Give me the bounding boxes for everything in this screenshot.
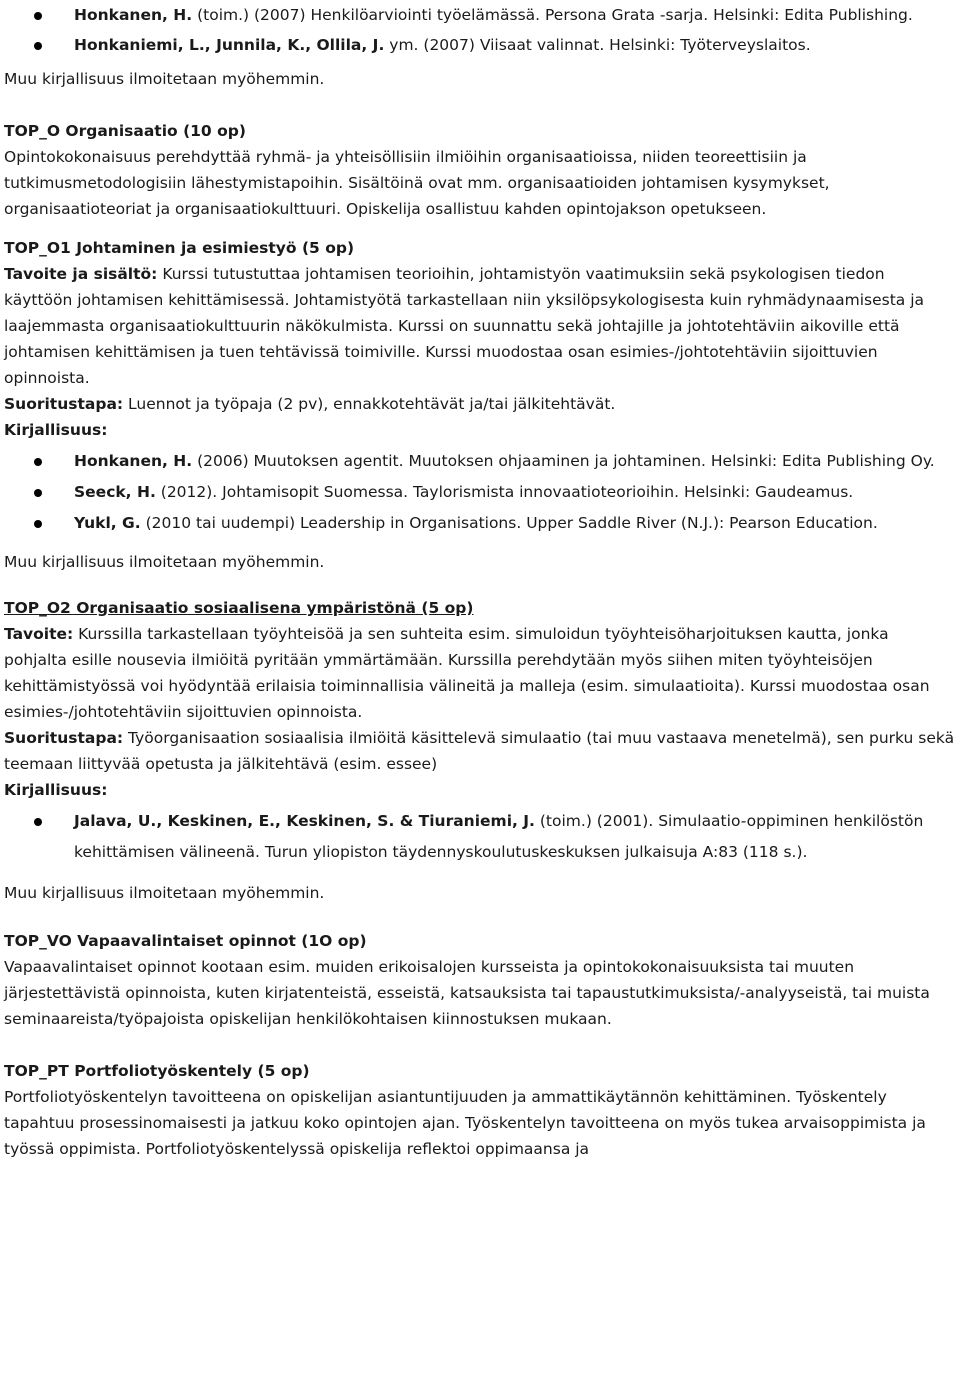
bullet-icon (34, 12, 42, 20)
bullet-icon (34, 818, 42, 826)
method-label: Suoritustapa: (4, 729, 124, 747)
method-paragraph (4, 391, 956, 417)
section-body-top-pt: Portfoliotyöskentelyn tavoitteena on opiskelijan asiantuntijuuden ja ammattikäytännön kehittäminen. Työskentely tapahtuu prosessinomaisesti ja jatkuu koko opintojen ajan. Työskentelyn tavoitteena on myös tukea arvaisoppimista ja työssä oppimista. Portfoliotyöskentelyssä opiskelija reflektoi oppimaansa ja (4, 1088, 926, 1158)
goal-text: Kurssilla tarkastellaan työyhteisöä ja sen suhteita esim. simuloidun työyhteisöharjoituksen kautta, jonka pohjalta esille nousevia ilmiöitä pyritään ymmärtämään. Kurssilla perehdytään myös siihen miten työyhteisöjen kehittämistyössä voi hyödyntää erilaisia toiminnallisia välineitä ja malleja (esim. simulaatioita). Kurssi muodostaa osan esimies-/johtotehtäviin sijoittuvien opinnoista. (4, 625, 930, 721)
section-body-top-vo: Vapaavalintaiset opinnot kootaan esim. muiden erikoisalojen kursseista ja opintokokonaisuuksista tai muuten järjestettävistä opinnoista, kuten kirjatenteistä, esseistä, katsauksista tai tapaustutkimuksista/-analyyseistä, tai muista seminaareista/työpajoista opiskelijan henkilökohtaisen kiinnostuksen mukaan. (4, 958, 930, 1028)
bullet-icon (34, 520, 42, 528)
section-title-top-o2: TOP_O2 Organisaatio sosiaalisena ympäristönä (5 op) (4, 599, 474, 617)
bullet-icon (34, 458, 42, 466)
literature-label: Kirjallisuus: (4, 781, 108, 799)
literature-note: Muu kirjallisuus ilmoitetaan myöhemmin. (4, 70, 325, 88)
reference-text: (toim.) (2007) Henkilöarviointi työelämässä. Persona Grata -sarja. Helsinki: Edita Publishing. (192, 6, 913, 24)
literature-note: Muu kirjallisuus ilmoitetaan myöhemmin. (4, 884, 325, 902)
document-page (4, 0, 956, 1162)
reference-text: (toim.) (2001). Simulaatio-oppiminen henkilöstön kehittämisen välineenä. Turun yliopiston täydennyskoulutuskeskuksen julkaisuja A:83 (118 s.). (74, 812, 924, 861)
section-title-top-pt: TOP_PT Portfoliotyöskentely (5 op) (4, 1062, 310, 1080)
goal-label: Tavoite: (4, 625, 74, 643)
reference-author: Yukl, G. (74, 514, 141, 532)
reference-author: Seeck, H. (74, 483, 156, 501)
reference-list-top (4, 0, 956, 60)
section-title-top-o1: TOP_O1 Johtaminen ja esimiestyö (5 op) (4, 239, 355, 257)
reference-list-top-o2 (4, 806, 956, 868)
goal-text: Kurssi tutustuttaa johtamisen teorioihin, johtamistyön vaatimuksiin sekä psykologisen tiedon käyttöön johtamisen kehittämisessä. Johtamistyötä tarkastellaan niin yksilöpsykologisesta kuin ryhmädynaamisesta ja laajemmasta organisaatiokulttuurin näkökulmista. Kurssi on suunnattu sekä johtajille ja johtotehtäviin aikoville että johtamisen kehittämisen ja tuen tehtävissä toimiville. Kurssi muodostaa osan esimies-/johtotehtäviin sijoittuvien opinnoista. (4, 265, 925, 387)
list-item (4, 477, 956, 508)
literature-note: Muu kirjallisuus ilmoitetaan myöhemmin. (4, 553, 325, 571)
reference-text: (2010 tai uudempi) Leadership in Organisations. Upper Saddle River (N.J.): Pearson Education. (140, 514, 878, 532)
list-item (4, 508, 956, 539)
goal-paragraph (4, 261, 956, 391)
list-item (4, 806, 956, 868)
list-item (4, 446, 956, 477)
method-text: Luennot ja työpaja (2 pv), ennakkotehtävät ja/tai jälkitehtävät. (123, 395, 616, 413)
goal-label: Tavoite ja sisältö: (4, 265, 158, 283)
method-text: Työorganisaation sosiaalisia ilmiöitä käsittelevä simulaatio (tai muu vastaava menetelmä), sen purku sekä teemaan liittyvää opetusta ja jälkitehtävä (esim. essee) (4, 729, 955, 773)
reference-author: Honkaniemi, L., Junnila, K., Ollila, J. (74, 36, 385, 54)
reference-text: (2012). Johtamisopit Suomessa. Taylorismista innovaatioteorioihin. Helsinki: Gaudeamus. (155, 483, 854, 501)
goal-paragraph (4, 621, 956, 725)
reference-text: (2006) Muutoksen agentit. Muutoksen ohjaaminen ja johtaminen. Helsinki: Edita Publishing Oy. (192, 452, 935, 470)
literature-label: Kirjallisuus: (4, 421, 108, 439)
section-title-top-o: TOP_O Organisaatio (10 op) (4, 122, 246, 140)
reference-author: Honkanen, H. (74, 6, 193, 24)
bullet-icon (34, 489, 42, 497)
list-item (4, 0, 956, 30)
reference-author: Honkanen, H. (74, 452, 193, 470)
reference-list-top-o1 (4, 446, 956, 539)
bullet-icon (34, 42, 42, 50)
section-body-top-o: Opintokokonaisuus perehdyttää ryhmä- ja yhteisöllisiin ilmiöihin organisaatioissa, niiden teoreettisiin ja tutkimusmetodologisiin lähestymistapoihin. Sisältöinä ovat mm. organisaatioiden johtamisen kysymykset, organisaatioteoriat ja organisaatiokulttuuri. Opiskelija osallistuu kahden opintojakson opetukseen. (4, 148, 830, 218)
reference-author: Jalava, U., Keskinen, E., Keskinen, S. & Tiuraniemi, J. (74, 812, 535, 830)
method-paragraph (4, 725, 956, 777)
list-item (4, 30, 956, 60)
method-label: Suoritustapa: (4, 395, 124, 413)
reference-text: ym. (2007) Viisaat valinnat. Helsinki: Työterveyslaitos. (384, 36, 811, 54)
section-title-top-vo: TOP_VO Vapaavalintaiset opinnot (1O op) (4, 932, 367, 950)
